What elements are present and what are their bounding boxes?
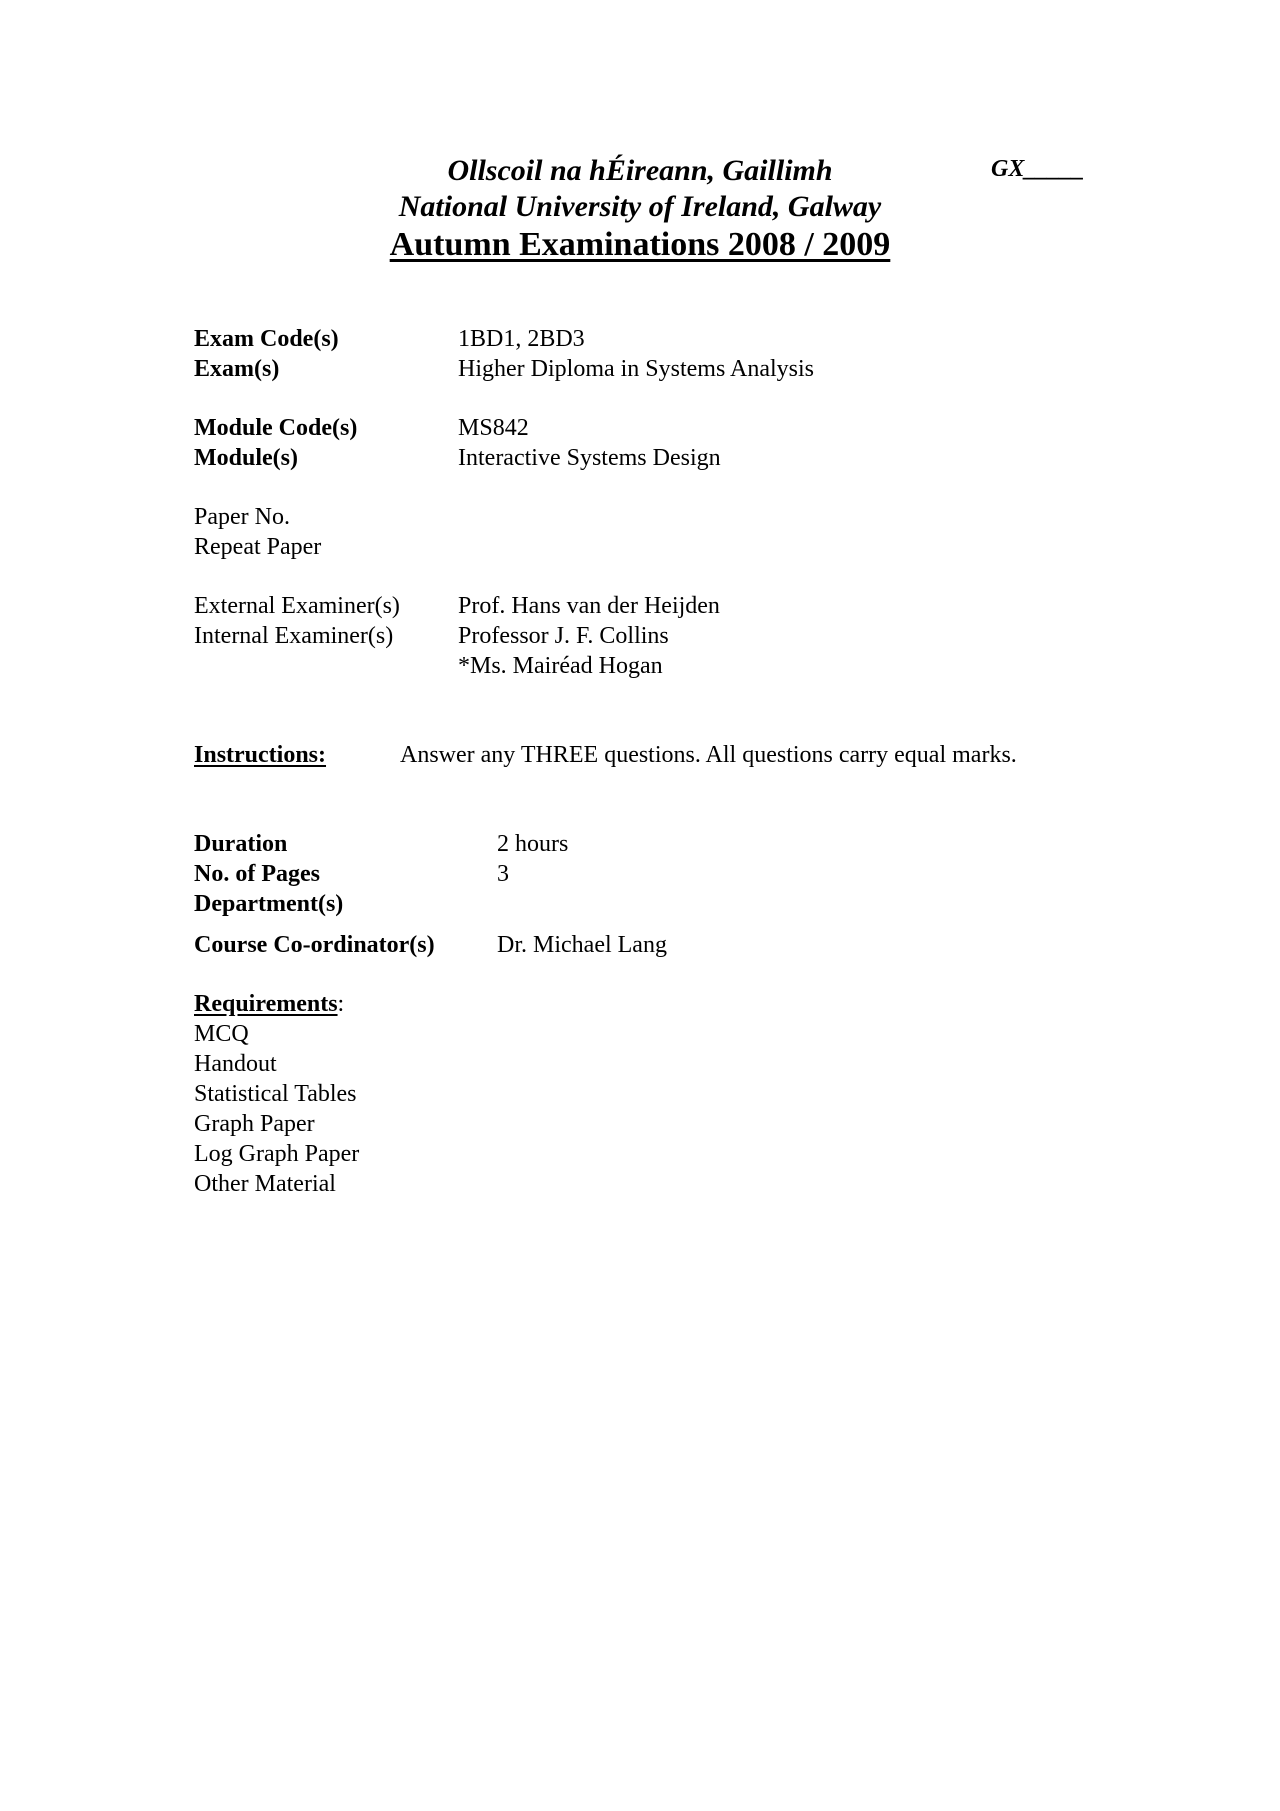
requirement-item: MCQ	[194, 1021, 249, 1047]
requirements-heading	[194, 989, 344, 1019]
requirements-colon: :	[337, 991, 345, 1017]
coordinator-label: Course Co-ordinator(s)	[194, 932, 435, 958]
requirement-item: Other Material	[194, 1171, 336, 1197]
university-name-english: National University of Ireland, Galway	[398, 190, 882, 223]
exam-code-label: Exam Code(s)	[194, 326, 339, 352]
requirement-item: Handout	[194, 1051, 277, 1077]
requirement-item: Log Graph Paper	[194, 1141, 360, 1167]
exam-label: Exam(s)	[194, 356, 280, 382]
requirement-item: Graph Paper	[194, 1111, 315, 1137]
module-label: Module(s)	[194, 445, 298, 471]
coordinator-value: Dr. Michael Lang	[497, 932, 667, 958]
instructions-label: Instructions:	[194, 742, 327, 768]
university-name-irish: Ollscoil na hÉireann, Gaillimh	[447, 154, 833, 187]
pages-value: 3	[497, 861, 509, 887]
internal-examiner-label: Internal Examiner(s)	[194, 623, 394, 649]
instructions-text: Answer any THREE questions. All questions carry equal marks.	[400, 742, 1017, 768]
gx-code: GX_____	[991, 156, 1085, 182]
paper-no-label: Paper No.	[194, 504, 290, 530]
module-code-value: MS842	[458, 415, 529, 441]
exam-session-title	[0, 226, 1280, 264]
requirement-item: Statistical Tables	[194, 1081, 357, 1107]
exam-session-text: Autumn Examinations 2008 / 2009	[389, 226, 891, 263]
internal-examiner-value: Professor J. F. Collins	[458, 623, 669, 649]
repeat-paper-label: Repeat Paper	[194, 534, 322, 560]
external-examiner-label: External Examiner(s)	[194, 593, 400, 619]
exam-code-value: 1BD1, 2BD3	[458, 326, 585, 352]
pages-label: No. of Pages	[194, 861, 320, 887]
department-label: Department(s)	[194, 891, 344, 917]
external-examiner-value: Prof. Hans van der Heijden	[458, 593, 720, 619]
duration-label: Duration	[194, 831, 288, 857]
module-code-label: Module Code(s)	[194, 415, 358, 441]
requirements-label: Requirements	[194, 991, 338, 1017]
internal-examiner-value: *Ms. Mairéad Hogan	[458, 653, 663, 679]
exam-value: Higher Diploma in Systems Analysis	[458, 356, 814, 382]
duration-value: 2 hours	[497, 831, 569, 857]
module-value: Interactive Systems Design	[458, 445, 721, 471]
